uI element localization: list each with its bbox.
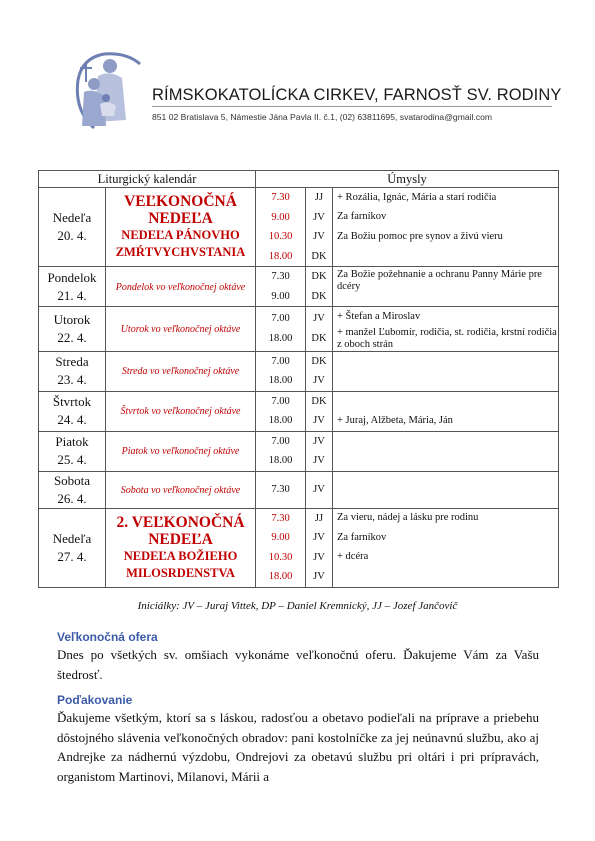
mass-time: 9.00 bbox=[271, 211, 290, 223]
mass-time: 7.30 bbox=[271, 483, 290, 495]
celebrant-cell bbox=[306, 391, 333, 431]
table-header-row bbox=[39, 171, 559, 188]
mass-time: 18.00 bbox=[268, 375, 293, 386]
intention: + Štefan a Miroslav bbox=[337, 310, 421, 322]
intention bbox=[337, 432, 558, 452]
intention bbox=[337, 567, 558, 587]
mass-time: 7.00 bbox=[271, 313, 290, 325]
feast-name: Streda vo veľkonočnej oktáve bbox=[121, 366, 240, 377]
day-date: 26. 4. bbox=[57, 490, 87, 506]
intentions-cell bbox=[333, 431, 559, 471]
day-cell bbox=[39, 508, 106, 587]
intentions-cell bbox=[333, 508, 559, 587]
celebrant-initials: DK bbox=[311, 271, 327, 282]
mass-time: 10.30 bbox=[268, 231, 293, 242]
day-name: Nedeľa bbox=[52, 210, 92, 225]
mass-times-cell bbox=[256, 508, 306, 587]
celebrant-initials: JV bbox=[313, 231, 325, 242]
day-cell bbox=[39, 307, 106, 352]
day-date: 25. 4. bbox=[57, 452, 87, 467]
intention bbox=[337, 352, 558, 372]
feast-cell bbox=[106, 471, 256, 508]
celebrant-initials: DK bbox=[311, 355, 327, 367]
celebrant-initials: JV bbox=[313, 415, 325, 426]
day-date: 27. 4. bbox=[57, 548, 87, 564]
celebrant-initials: JV bbox=[313, 551, 325, 563]
intentions-cell bbox=[333, 391, 559, 431]
feast-cell bbox=[106, 188, 256, 267]
intention: Za Božiu pomoc pre synov a živú vieru bbox=[337, 230, 503, 242]
day-cell bbox=[39, 188, 106, 267]
intentions-cell bbox=[333, 307, 559, 352]
intention: + Rozália, Ignác, Mária a starí rodičia bbox=[337, 191, 497, 203]
initials-legend: Iniciálky: JV – Juraj Vittek, DP – Daniel Kremnický, JJ – Jozef Jančovič bbox=[137, 600, 458, 612]
day-name: Sobota bbox=[53, 472, 91, 488]
mass-time: 18.00 bbox=[268, 332, 293, 344]
celebrant-initials: JV bbox=[313, 211, 325, 223]
feast-name: Utorok vo veľkonočnej oktáve bbox=[120, 323, 241, 335]
feast-name: Štvrtok vo veľkonočnej oktáve bbox=[120, 406, 241, 417]
celebrant-initials: JJ bbox=[314, 512, 324, 524]
day-date: 20. 4. bbox=[57, 228, 87, 243]
mass-times-cell bbox=[256, 431, 306, 471]
intentions-cell bbox=[333, 351, 559, 391]
table-row bbox=[39, 391, 559, 431]
mass-time: 10.30 bbox=[268, 551, 293, 563]
day-date: 22. 4. bbox=[57, 329, 87, 345]
celebrant-cell bbox=[306, 188, 333, 267]
feast-subtitle: NEDEĽA BOŽIEHO MILOSRDENSTVA bbox=[123, 548, 238, 580]
intention: + Juraj, Alžbeta, Mária, Ján bbox=[337, 414, 453, 426]
feast-cell bbox=[106, 431, 256, 471]
day-name: Nedeľa bbox=[52, 530, 92, 546]
day-name: Štvrtok bbox=[52, 394, 92, 409]
intention: + manžel Ľubomír, rodičia, st. rodičia, krstní rodičia z oboch strán bbox=[337, 326, 557, 350]
section-text-offering: Dnes po všetkých sv. omšiach vykonáme veľkonočnú oferu. Ďakujeme Vám za Vašu štedrosť. bbox=[57, 647, 539, 682]
feast-name: Piatok vo veľkonočnej oktáve bbox=[121, 446, 240, 457]
day-cell bbox=[39, 471, 106, 508]
table-row bbox=[39, 267, 559, 307]
liturgical-calendar-table bbox=[38, 170, 559, 588]
table-row bbox=[39, 351, 559, 391]
mass-times-cell bbox=[256, 391, 306, 431]
mass-times-cell bbox=[256, 188, 306, 267]
mass-time: 9.00 bbox=[271, 532, 290, 543]
mass-times-cell bbox=[256, 471, 306, 508]
holy-family-logo-icon bbox=[64, 50, 150, 130]
intention: Za farníkov bbox=[337, 211, 387, 223]
intentions-cell bbox=[333, 267, 559, 307]
organization-name: RÍMSKOKATOLÍCKA CIRKEV, FARNOSŤ SV. RODINY bbox=[152, 86, 562, 104]
mass-times-cell bbox=[256, 307, 306, 352]
table-row bbox=[39, 508, 559, 587]
intention bbox=[337, 371, 558, 391]
table-row bbox=[39, 307, 559, 352]
section-text-thanks: Ďakujeme všetkým, ktorí sa s láskou, radosťou a obetavo podieľali na príprave a priebehu dôstojného slávenia veľkonočných obradov: pani kostolníčke za jej neúnavnú službu, ako aj Andrejke za nádhernú výzdobu, Ondrejovi za obetavú službu pri oltári i pri prípravách, organistom Martinovi, Milanovi, Márii a bbox=[57, 710, 539, 784]
day-name: Pondelok bbox=[47, 269, 97, 285]
column-header-intentions: Úmysly bbox=[256, 171, 559, 188]
day-date: 23. 4. bbox=[57, 372, 87, 387]
feast-cell bbox=[106, 351, 256, 391]
letterhead bbox=[64, 50, 564, 130]
mass-time: 7.30 bbox=[271, 192, 290, 203]
mass-time: 9.00 bbox=[271, 290, 290, 302]
feast-name: Pondelok vo veľkonočnej oktáve bbox=[115, 281, 246, 293]
header-divider bbox=[152, 106, 552, 107]
celebrant-cell bbox=[306, 351, 333, 391]
celebrant-initials: DK bbox=[311, 332, 327, 344]
column-header-calendar: Liturgický kalendár bbox=[39, 171, 256, 188]
feast-title: 2. VEĽKONOČNÁ NEDEĽA bbox=[116, 513, 245, 548]
day-cell bbox=[39, 391, 106, 431]
day-date: 21. 4. bbox=[57, 287, 87, 303]
organization-address: 851 02 Bratislava 5, Námestie Jána Pavla II. č.1, (02) 63811695, svatarodina@gmail.com bbox=[152, 112, 493, 122]
day-cell bbox=[39, 351, 106, 391]
table-row bbox=[39, 188, 559, 267]
mass-time: 7.30 bbox=[271, 512, 290, 524]
day-date: 24. 4. bbox=[57, 412, 87, 427]
mass-time: 18.00 bbox=[268, 571, 293, 582]
mass-times-cell bbox=[256, 267, 306, 307]
celebrant-cell bbox=[306, 471, 333, 508]
mass-time: 18.00 bbox=[268, 250, 293, 262]
intention: Za vieru, nádej a lásku pre rodinu bbox=[337, 512, 479, 524]
section-title-thanks: Poďakovanie bbox=[57, 693, 133, 707]
feast-title: VEĽKONOČNÁ NEDEĽA bbox=[124, 193, 237, 227]
mass-time: 18.00 bbox=[268, 415, 293, 426]
celebrant-initials: JV bbox=[313, 375, 325, 386]
intention bbox=[337, 451, 558, 471]
feast-name: Sobota vo veľkonočnej oktáve bbox=[120, 484, 241, 496]
celebrant-cell bbox=[306, 508, 333, 587]
mass-times-cell bbox=[256, 351, 306, 391]
table-row bbox=[39, 471, 559, 508]
day-cell bbox=[39, 267, 106, 307]
celebrant-initials: JV bbox=[313, 571, 325, 582]
day-name: Piatok bbox=[55, 434, 89, 449]
feast-cell bbox=[106, 267, 256, 307]
celebrant-initials: JV bbox=[313, 313, 325, 325]
day-cell bbox=[39, 431, 106, 471]
table-row bbox=[39, 431, 559, 471]
mass-time: 7.00 bbox=[271, 355, 290, 367]
intention bbox=[337, 480, 558, 500]
day-name: Utorok bbox=[53, 311, 91, 327]
feast-cell bbox=[106, 307, 256, 352]
celebrant-initials: DK bbox=[311, 395, 327, 407]
intentions-cell bbox=[333, 188, 559, 267]
day-name: Streda bbox=[55, 354, 89, 369]
celebrant-initials: JV bbox=[313, 435, 325, 447]
celebrant-cell bbox=[306, 431, 333, 471]
mass-time: 18.00 bbox=[268, 455, 293, 466]
celebrant-initials: JV bbox=[313, 532, 325, 543]
celebrant-initials: DK bbox=[311, 290, 327, 302]
mass-time: 7.00 bbox=[271, 435, 290, 447]
mass-time: 7.30 bbox=[271, 271, 290, 282]
celebrant-cell bbox=[306, 267, 333, 307]
celebrant-cell bbox=[306, 307, 333, 352]
feast-cell bbox=[106, 508, 256, 587]
intentions-cell bbox=[333, 471, 559, 508]
feast-cell bbox=[106, 391, 256, 431]
celebrant-initials: DK bbox=[311, 250, 327, 262]
mass-time: 7.00 bbox=[271, 395, 290, 407]
celebrant-initials: JV bbox=[313, 483, 325, 495]
celebrant-initials: JV bbox=[313, 455, 325, 466]
intention: + dcéra bbox=[337, 551, 369, 563]
intention: Za Božie požehnanie a ochranu Panny Márie pre dcéry bbox=[337, 269, 542, 292]
celebrant-initials: JJ bbox=[314, 192, 324, 203]
feast-subtitle: NEDEĽA PÁNOVHO ZMŔTVYCHVSTANIA bbox=[115, 228, 246, 259]
intention bbox=[337, 247, 558, 267]
section-title-offering: Veľkonočná ofera bbox=[57, 630, 158, 644]
intention bbox=[337, 392, 558, 412]
intention: Za farníkov bbox=[337, 531, 387, 543]
